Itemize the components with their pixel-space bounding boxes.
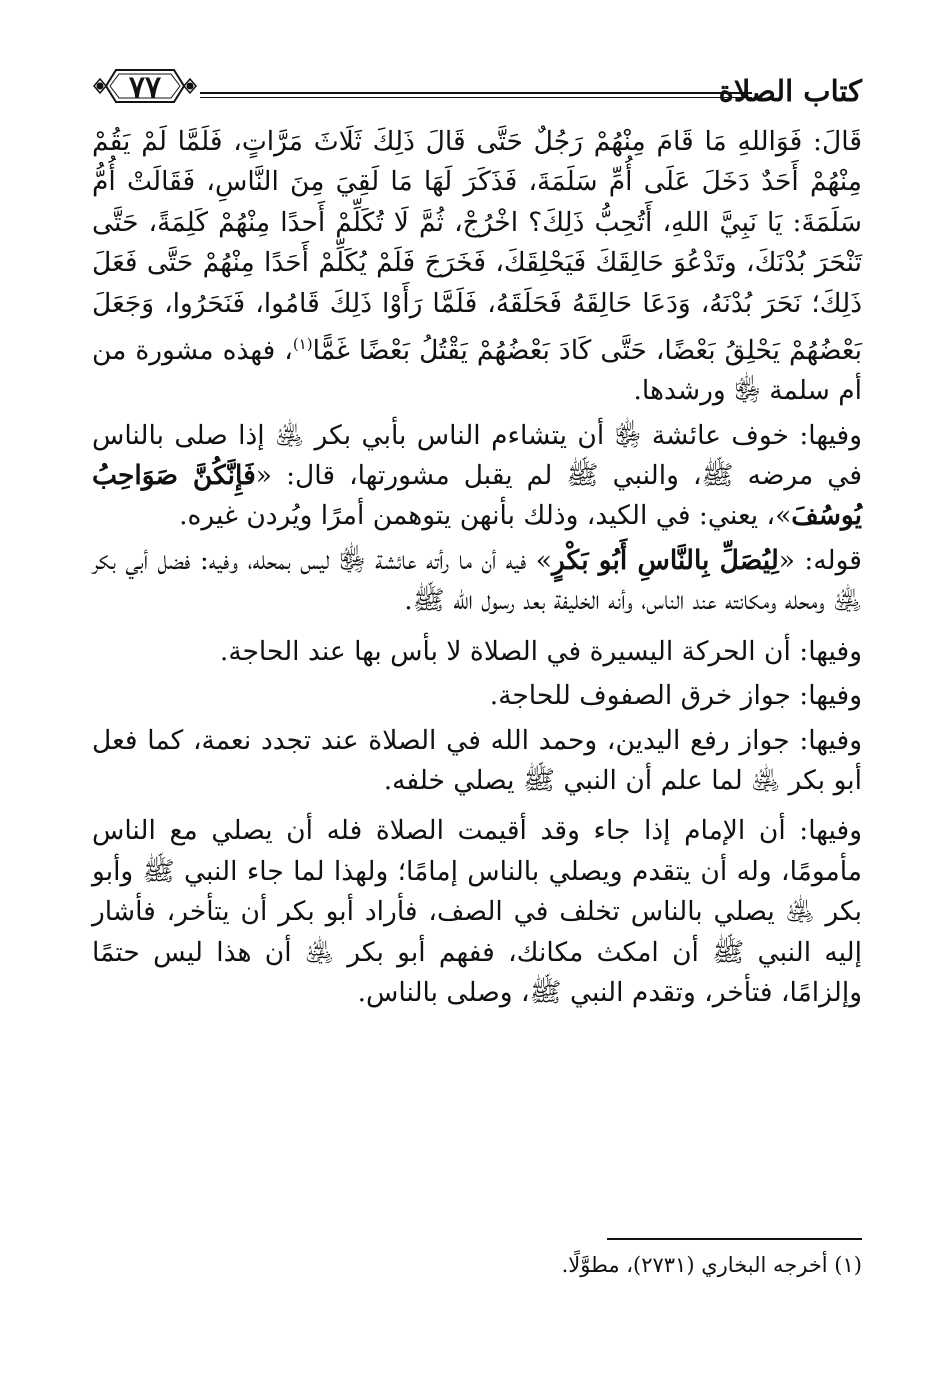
main-text — [92, 122, 862, 1013]
footnote-reference[interactable]: (١) — [292, 335, 313, 354]
chapter-title: كتاب الصلاة — [718, 74, 862, 108]
paragraph-movement: وفيها: أن الحركة اليسيرة في الصلاة لا بأس بها عند الحاجة. — [219, 635, 862, 667]
paragraph-rows: وفيها: جواز خرق الصفوف للحاجة. — [489, 680, 862, 712]
hadith-text: قَالَ: فَوَاللهِ مَا قَامَ مِنْهُمْ رَجُلٌ حَتَّى قَالَ ذَلِكَ ثَلَاثَ مَرَّاتٍ، فَلَمَّا لَمْ يَقُمْ مِنْهُمْ أَحَدٌ دَخَلَ عَلَى أُمِّ سَلَمَةَ، فَذَكَرَ لَهَا مَا لَقِيَ مِنَ النَّاسِ، فَقَالَتْ أُمُّ سَلَمَةَ: يَا نَبِيَّ اللهِ، أَتُحِبُّ ذَلِكَ؟ اخْرُجْ، ثُمَّ لَا تُكَلِّمْ أَحدًا مِنْهُمْ كَلِمَةً، حَتَّى تَنْحَرَ بُدْنَكَ، وتَدْعُوَ حَالِقَكَ فَيَحْلِقَكَ، فَخَرَجَ فَلَمْ يُكَلِّمْ أَحَدًا مِنْهُمْ حَتَّى فَعَلَ ذَلِكَ؛ نَحَرَ بُدْنَهُ، وَدَعَا حَالِقَهُ فَحَلَقَهُ، فَلَمَّا رَأَوْا ذَلِكَ قَامُوا، فَنَحَرُوا، وَجَعَلَ بَعْضُهُمْ يَحْلِقُ بَعْضًا، حَتَّى كَادَ بَعْضُهُمْ يَقْتُلُ بَعْضًا غَمًّا — [92, 126, 862, 366]
paragraph-raising-hands: وفيها: جواز رفع اليدين، وحمد الله في الصلاة عند تجدد نعمة، كما فعل أبو بكر ﵁ لما علم أن النبي ﷺ يصلي خلفه. — [92, 724, 862, 796]
paragraph-text: وفيها: خوف عائشة ﵂ أن يتشاءم الناس بأبي بكر ﵁ إذا صلى بالناس في مرضه ﷺ، والنبي ﷺ لم يقبل مشورتها، قال: « — [92, 419, 862, 492]
header-rule — [200, 92, 752, 98]
paragraph-imam: وفيها: أن الإمام إذا جاء وقد أقيمت الصلاة فله أن يصلي مع الناس مأمومًا، وله أن يتقدم ويصلي بالناس إمامًا؛ ولهذا لما جاء النبي ﷺ وأبو بكر ﵁ يصلي بالناس تخلف في الصف، فأراد أبو بكر أن يتأخر، فأشار إليه النبي ﷺ أن امكث مكانك، ففهم أبو بكر ﵁ أن هذا ليس حتمًا وإلزامًا، فتأخر، وتقدم النبي ﷺ، وصلى بالناس. — [92, 815, 862, 1008]
paragraph-text: قوله: « — [778, 544, 862, 576]
bold-quote: لِيُصَلِّ بِالنَّاسِ أَبُو بَكْرٍ — [551, 544, 779, 576]
paragraph-text: » فيه أن ما رأته عائشة ﵂ ليس بمحله، وفيه: فضل أبي بكر ﵁ ومحله ومكانته عند الناس، وأنه الخليفة بعد رسول الله ﷺ. — [92, 544, 862, 617]
paragraph-text: »، يعني: في الكيد، وذلك بأنهن يتوهمن أمرًا ويُردن غيره. — [179, 500, 792, 532]
footnote-divider — [607, 1238, 862, 1240]
paragraph-abu-bakr — [92, 541, 862, 622]
page-number-ornament — [92, 60, 198, 112]
paragraph-aisha-fear — [92, 416, 862, 537]
footnote: (١) أخرجه البخاري (٢٧٣١)، مطوَّلًا. — [561, 1253, 862, 1277]
page-number: ٧٧ — [128, 70, 162, 105]
paragraph-hadith — [92, 122, 862, 412]
bold-quote: فَإِنَّكُنَّ صَوَاحِبُ يُوسُفَ — [92, 460, 862, 532]
hadith-commentary: ، فهذه مشورة من أم سلمة ﵂ ورشدها. — [92, 334, 862, 407]
page-header — [92, 58, 862, 118]
